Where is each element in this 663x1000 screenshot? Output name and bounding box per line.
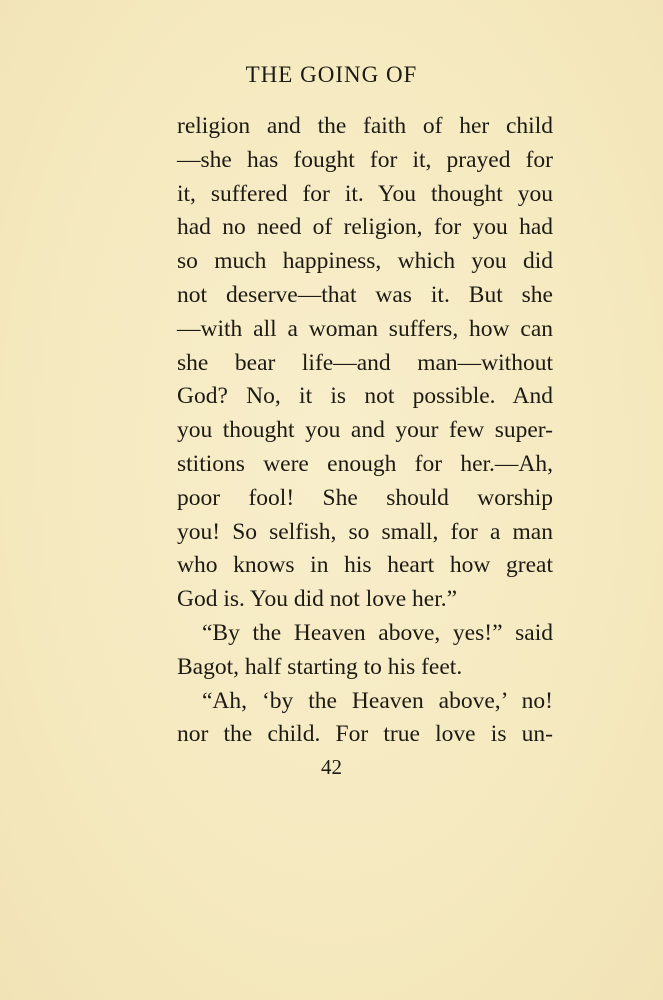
text-line: who knows in his heart how great xyxy=(177,552,553,579)
text-line: God? No, it is not possible. And xyxy=(177,383,553,410)
body-text xyxy=(177,110,553,752)
text-line: you thought you and your few super- xyxy=(177,417,553,444)
text-line: Bagot, half starting to his feet. xyxy=(177,653,463,680)
text-line: you! So selfish, so small, for a man xyxy=(177,518,553,545)
text-line: poor fool! She should worship xyxy=(177,484,553,511)
text-line: not deserve—that was it. But she xyxy=(177,281,553,308)
text-line: so much happiness, which you did xyxy=(177,248,553,275)
text-line: “By the Heaven above, yes!” said xyxy=(202,619,553,646)
text-line: religion and the faith of her child xyxy=(177,113,553,139)
text-line: “Ah, ‘by the Heaven above,’ no! xyxy=(202,687,553,714)
page-number: 42 xyxy=(321,755,342,779)
text-line: nor the child. For true love is un- xyxy=(177,721,553,748)
text-line: stitions were enough for her.—Ah, xyxy=(177,450,553,477)
text-line: God is. You did not love her.” xyxy=(177,586,458,613)
running-head: THE GOING OF xyxy=(245,62,418,87)
text-line: —she has fought for it, prayed for xyxy=(177,146,553,173)
text-line: she bear life—and man—without xyxy=(177,349,553,376)
text-line: it, suffered for it. You thought you xyxy=(177,180,553,207)
text-line: —with all a woman suffers, how can xyxy=(177,315,553,342)
text-line: had no need of religion, for you had xyxy=(177,214,553,241)
